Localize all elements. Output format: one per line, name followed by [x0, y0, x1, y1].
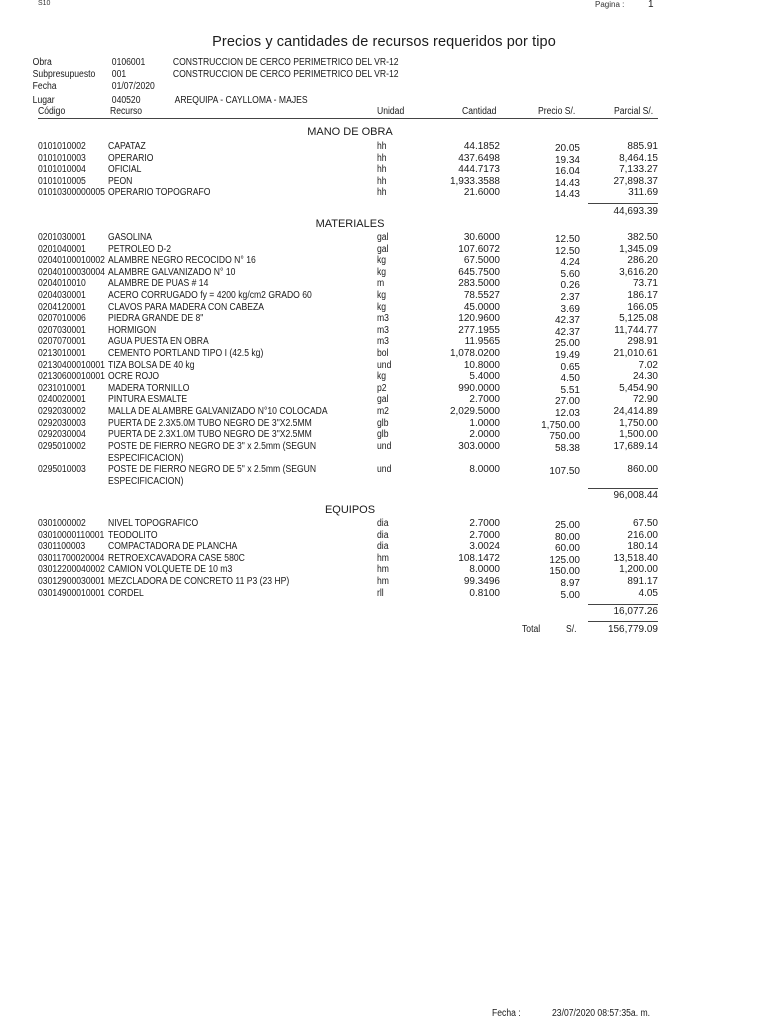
table-row — [0, 464, 768, 488]
cell-desc: PINTURA ESMALTE — [108, 394, 188, 406]
fecha-value: 01/07/2020 — [111, 81, 155, 92]
cell-qty: 120.9600 — [458, 313, 500, 325]
cell-unit: hm — [377, 564, 389, 576]
table-row — [0, 530, 768, 542]
obra-desc: CONSTRUCCION DE CERCO PERIMETRICO DEL VR-12 — [172, 57, 399, 68]
table-row — [0, 564, 768, 576]
cell-price: 19.49 — [554, 350, 580, 361]
obra-label: Obra — [32, 57, 52, 68]
cell-price: 58.38 — [554, 442, 580, 454]
cell-unit: m3 — [377, 313, 389, 325]
cell-code: 0101010005 — [38, 175, 86, 187]
cell-code: 0240020001 — [38, 394, 86, 406]
cell-code: 0292030002 — [38, 406, 86, 417]
cell-code: 0201040001 — [38, 243, 86, 255]
cell-qty: 30.6000 — [463, 232, 500, 243]
cell-price: 4.50 — [560, 373, 580, 385]
lugar-desc: AREQUIPA - CAYLLOMA - MAJES — [174, 95, 308, 106]
section-title: MATERIALES — [315, 218, 385, 230]
cell-price: 107.50 — [549, 466, 580, 478]
subtotal-value: 44,693.39 — [613, 206, 658, 217]
cell-unit: dia — [377, 518, 389, 529]
cell-partial: 311.69 — [628, 187, 658, 199]
cell-qty: 1,078.0200 — [449, 348, 500, 359]
page-title: Precios y cantidades de recursos requeridos por tipo — [212, 34, 556, 50]
table-row — [0, 232, 768, 244]
cell-desc: PIEDRA GRANDE DE 8" — [108, 313, 204, 325]
cell-price: 3.69 — [560, 303, 580, 315]
subtotal-row — [0, 206, 768, 218]
total-row — [0, 624, 768, 636]
table-row — [0, 313, 768, 325]
cell-code: 03012200040002 — [38, 564, 105, 576]
col-recurso: Recurso — [110, 106, 143, 117]
cell-code: 02040100030004 — [38, 266, 105, 278]
cell-partial: 166.05 — [627, 301, 658, 313]
cell-desc: OPERARIO — [108, 152, 154, 164]
table-row — [0, 553, 768, 565]
cell-partial: 180.14 — [627, 541, 658, 553]
cell-price: 16.04 — [554, 166, 580, 178]
lugar-code: 040520 — [111, 95, 141, 106]
table-row — [0, 394, 768, 406]
cell-qty: 8.0000 — [469, 464, 500, 476]
cell-partial: 382.50 — [627, 232, 658, 243]
cell-price: 25.00 — [554, 520, 580, 531]
cell-price: 8.97 — [560, 578, 580, 589]
cell-desc: PEON — [108, 175, 133, 187]
cell-partial: 24.30 — [632, 371, 658, 383]
table-row — [0, 383, 768, 395]
table-row — [0, 278, 768, 290]
cell-desc-continued: ESPECIFICACION) — [108, 452, 184, 464]
subtotal-row — [0, 490, 768, 502]
cell-unit: hh — [377, 152, 387, 164]
col-precio: Precio S/. — [538, 106, 576, 117]
cell-price: 2.37 — [560, 292, 580, 303]
cell-unit: und — [377, 440, 392, 452]
cell-code: 0101010002 — [38, 141, 86, 152]
subtotal-divider — [588, 203, 658, 204]
cell-desc: MEZCLADORA DE CONCRETO 11 P3 (23 HP) — [108, 576, 290, 587]
cell-partial: 5,454.90 — [619, 382, 658, 394]
table-row — [0, 429, 768, 441]
cell-desc: TEODOLITO — [108, 529, 158, 541]
cell-qty: 67.5000 — [463, 255, 500, 267]
cell-code: 0204010010 — [38, 278, 86, 290]
cell-desc: AGUA PUESTA EN OBRA — [108, 336, 209, 348]
cell-unit: hh — [377, 175, 387, 187]
cell-desc: CEMENTO PORTLAND TIPO I (42.5 kg) — [108, 348, 264, 359]
cell-code: 0292030004 — [38, 429, 86, 441]
table-row — [0, 371, 768, 383]
section-title: EQUIPOS — [324, 504, 376, 516]
cell-price: 42.37 — [554, 315, 580, 327]
cell-qty: 108.1472 — [458, 552, 500, 564]
cell-qty: 437.6498 — [458, 152, 500, 164]
cell-desc: MADERA TORNILLO — [108, 382, 190, 394]
cell-qty: 44.1852 — [463, 141, 500, 152]
meta-obra — [0, 57, 768, 69]
table-row — [0, 406, 768, 418]
cell-unit: hm — [377, 576, 389, 587]
cell-price: 5.00 — [560, 589, 580, 601]
cell-desc: OFICIAL — [108, 164, 142, 176]
cell-partial: 24,414.89 — [613, 406, 658, 417]
cell-price: 125.00 — [549, 554, 580, 566]
cell-desc: GASOLINA — [108, 232, 152, 243]
cell-unit: hm — [377, 552, 389, 564]
col-codigo: Código — [38, 106, 66, 117]
cell-price: 14.43 — [554, 189, 580, 201]
subtotal-divider — [588, 488, 658, 489]
table-row — [0, 518, 768, 530]
footer — [0, 1008, 768, 1020]
cell-desc: ACERO CORRUGADO fy = 4200 kg/cm2 GRADO 60 — [108, 290, 312, 301]
cell-partial: 885.91 — [627, 141, 658, 152]
cell-unit: glb — [377, 417, 389, 429]
cell-price: 14.43 — [554, 177, 580, 189]
meta-fecha — [0, 81, 768, 93]
cell-qty: 0.8100 — [469, 587, 500, 599]
cell-price: 4.24 — [560, 257, 580, 269]
cell-price: 750.00 — [549, 431, 580, 443]
cell-code: 0201030001 — [38, 232, 86, 243]
table-row — [0, 267, 768, 279]
cell-unit: kg — [377, 266, 387, 278]
cell-desc: CAPATAZ — [108, 141, 146, 152]
cell-unit: gal — [377, 394, 389, 406]
cell-code: 03011700020004 — [38, 552, 105, 564]
cell-partial: 286.20 — [627, 255, 658, 267]
cell-code: 03012900030001 — [38, 576, 105, 587]
table-row — [0, 348, 768, 360]
cell-qty: 2,029.5000 — [449, 406, 500, 417]
table-row — [0, 187, 768, 199]
cell-unit: m — [377, 278, 385, 290]
cell-unit: kg — [377, 290, 387, 301]
cell-code: 0101010004 — [38, 164, 86, 176]
cell-partial: 72.90 — [632, 394, 658, 406]
cell-code: 0207070001 — [38, 336, 86, 348]
cell-qty: 444.7173 — [458, 164, 500, 176]
cell-price: 25.00 — [554, 338, 580, 350]
cell-desc: ALAMBRE DE PUAS # 14 — [108, 278, 209, 290]
cell-price: 80.00 — [554, 531, 580, 543]
cell-code: 0301000002 — [38, 518, 86, 529]
table-row — [0, 336, 768, 348]
cell-unit: m3 — [377, 324, 389, 336]
cell-qty: 1,933.3588 — [449, 175, 500, 187]
cell-code: 02130400010001 — [38, 359, 105, 371]
cell-price: 150.00 — [549, 566, 580, 578]
cell-partial: 11,744.77 — [614, 324, 658, 336]
cell-price: 5.51 — [560, 384, 580, 396]
cell-partial: 17,689.14 — [613, 440, 658, 452]
cell-unit: m3 — [377, 336, 389, 348]
cell-unit: und — [377, 359, 392, 371]
cell-unit: kg — [377, 301, 387, 313]
cell-desc: RETROEXCAVADORA CASE 580C — [108, 552, 245, 564]
cell-partial: 7.02 — [638, 359, 658, 371]
page-number: 1 — [648, 0, 654, 10]
table-row — [0, 141, 768, 153]
cell-qty: 99.3496 — [463, 576, 500, 587]
obra-code: 0106001 — [111, 57, 146, 68]
table-row — [0, 325, 768, 337]
cell-unit: dia — [377, 541, 389, 553]
cell-desc: COMPACTADORA DE PLANCHA — [108, 541, 238, 553]
cell-desc: CORDEL — [108, 587, 144, 599]
cell-partial: 27,898.37 — [613, 175, 658, 187]
table-row — [0, 588, 768, 600]
cell-partial: 1,345.09 — [619, 243, 658, 255]
cell-code: 02130600010001 — [38, 371, 105, 383]
cell-desc: POSTE DE FIERRO NEGRO DE 3" x 2.5mm (SEGUN — [108, 440, 317, 452]
cell-partial: 1,750.00 — [619, 417, 658, 429]
cell-unit: kg — [377, 371, 387, 383]
cell-qty: 45.0000 — [463, 301, 500, 313]
lugar-label: Lugar — [32, 95, 55, 106]
cell-price: 20.05 — [554, 143, 580, 154]
cell-code: 0204030001 — [38, 290, 86, 301]
total-currency: S/. — [566, 624, 577, 635]
cell-qty: 645.7500 — [458, 266, 500, 278]
cell-qty: 21.6000 — [463, 187, 500, 199]
table-row — [0, 541, 768, 553]
cell-price: 1,750.00 — [541, 419, 580, 431]
cell-desc: ALAMBRE NEGRO RECOCIDO N° 16 — [108, 255, 256, 267]
cell-partial: 1,500.00 — [619, 429, 658, 441]
cell-code: 03010000110001 — [38, 529, 105, 541]
cell-unit: m2 — [377, 406, 389, 417]
cell-partial: 5,125.08 — [619, 313, 658, 325]
sub-label: Subpresupuesto — [32, 69, 96, 80]
cell-price: 12.50 — [554, 234, 580, 245]
cell-partial: 1,200.00 — [619, 564, 658, 576]
col-parcial: Parcial S/. — [614, 106, 654, 117]
cell-partial: 186.17 — [627, 290, 658, 301]
cell-desc: MALLA DE ALAMBRE GALVANIZADO N°10 COLOCADA — [108, 406, 328, 417]
cell-price: 27.00 — [554, 396, 580, 408]
cell-qty: 277.1955 — [458, 324, 500, 336]
cell-code: 0292030003 — [38, 417, 86, 429]
cell-partial: 3,616.20 — [619, 266, 658, 278]
cell-qty: 1.0000 — [469, 417, 500, 429]
cell-price: 19.34 — [554, 154, 580, 166]
cell-unit: gal — [377, 243, 389, 255]
subtotal-divider — [588, 604, 658, 605]
fecha-label: Fecha — [32, 81, 57, 92]
total-value: 156,779.09 — [607, 624, 658, 635]
meta-subpresupuesto — [0, 69, 768, 81]
cell-unit: hh — [377, 141, 387, 152]
table-row — [0, 441, 768, 465]
cell-price: 5.60 — [560, 268, 580, 280]
subtotal-row — [0, 606, 768, 618]
page-label: Pagina : — [595, 0, 625, 9]
cell-code: 0207030001 — [38, 324, 86, 336]
cell-partial: 13,518.40 — [613, 552, 658, 564]
sub-code: 001 — [111, 69, 127, 80]
table-row — [0, 164, 768, 176]
cell-unit: gal — [377, 232, 389, 243]
table-row — [0, 360, 768, 372]
cell-partial: 891.17 — [627, 576, 658, 587]
cell-qty: 3.0024 — [469, 541, 500, 553]
cell-code: 03014900010001 — [38, 587, 105, 599]
cell-unit: hh — [377, 187, 387, 199]
cell-code: 0295010002 — [38, 440, 86, 452]
cell-price: 42.37 — [554, 326, 580, 338]
cell-qty: 78.5527 — [463, 290, 500, 301]
subtotal-value: 16,077.26 — [613, 606, 658, 617]
cell-code: 02040100010002 — [38, 255, 105, 267]
cell-unit: kg — [377, 255, 387, 267]
cell-desc: CAMION VOLQUETE DE 10 m3 — [108, 564, 233, 576]
cell-code: 01010300000005 — [38, 187, 105, 199]
cell-partial: 73.71 — [632, 278, 658, 290]
sub-desc: CONSTRUCCION DE CERCO PERIMETRICO DEL VR-12 — [172, 69, 399, 80]
cell-desc: CLAVOS PARA MADERA CON CABEZA — [108, 301, 264, 313]
cell-price: 12.03 — [554, 408, 580, 419]
cell-desc: PUERTA DE 2.3X5.0M TUBO NEGRO DE 3"X2.5MM — [108, 417, 312, 429]
cell-qty: 283.5000 — [458, 278, 500, 290]
cell-partial: 860.00 — [627, 464, 658, 476]
footer-date-value: 23/07/2020 08:57:35a. m. — [552, 1008, 651, 1019]
cell-desc: OPERARIO TOPOGRAFO — [108, 187, 211, 199]
report-code: S10 — [38, 0, 51, 7]
cell-unit: hh — [377, 164, 387, 176]
cell-code: 0295010003 — [38, 464, 86, 476]
cell-qty: 2.7000 — [469, 518, 500, 529]
cell-unit: bol — [377, 348, 389, 359]
cell-desc: PUERTA DE 2.3X1.0M TUBO NEGRO DE 3"X2.5MM — [108, 429, 312, 441]
header-divider — [38, 118, 658, 119]
cell-unit: und — [377, 464, 392, 476]
cell-unit: p2 — [377, 382, 387, 394]
cell-desc: POSTE DE FIERRO NEGRO DE 5" x 2.5mm (SEGUN — [108, 464, 317, 476]
cell-desc: NIVEL TOPOGRAFICO — [108, 518, 199, 529]
cell-desc: OCRE ROJO — [108, 371, 160, 383]
cell-qty: 990.0000 — [458, 382, 500, 394]
cell-desc: HORMIGON — [108, 324, 157, 336]
col-cantidad: Cantidad — [462, 106, 497, 117]
cell-price: 60.00 — [554, 543, 580, 555]
cell-qty: 2.7000 — [469, 394, 500, 406]
total-label: Total — [522, 624, 541, 635]
cell-code: 0207010006 — [38, 313, 86, 325]
cell-partial: 216.00 — [627, 529, 658, 541]
section-title: MANO DE OBRA — [307, 126, 393, 138]
cell-partial: 7,133.27 — [619, 164, 658, 176]
footer-date-label: Fecha : — [492, 1008, 521, 1019]
cell-partial: 21,010.61 — [613, 348, 658, 359]
cell-unit: dia — [377, 529, 389, 541]
table-row — [0, 255, 768, 267]
cell-qty: 2.0000 — [469, 429, 500, 441]
table-row — [0, 176, 768, 188]
cell-qty: 8.0000 — [469, 564, 500, 576]
table-row — [0, 302, 768, 314]
col-unidad: Unidad — [377, 106, 405, 117]
cell-code: 0204120001 — [38, 301, 86, 313]
table-row — [0, 153, 768, 165]
cell-partial: 67.50 — [632, 518, 658, 529]
cell-code: 0231010001 — [38, 382, 86, 394]
cell-code: 0213010001 — [38, 348, 86, 359]
table-row — [0, 418, 768, 430]
cell-partial: 298.91 — [627, 336, 658, 348]
cell-qty: 5.4000 — [469, 371, 500, 383]
cell-desc-continued: ESPECIFICACION) — [108, 476, 184, 488]
table-row — [0, 290, 768, 302]
total-divider — [588, 621, 658, 622]
subtotal-value: 96,008.44 — [613, 490, 658, 501]
cell-desc: ALAMBRE GALVANIZADO N° 10 — [108, 266, 236, 278]
cell-price: 12.50 — [554, 245, 580, 257]
table-row — [0, 576, 768, 588]
column-header-row — [0, 106, 768, 118]
cell-qty: 2.7000 — [469, 529, 500, 541]
cell-qty: 303.0000 — [458, 440, 500, 452]
cell-partial: 4.05 — [638, 587, 658, 599]
cell-qty: 107.6072 — [458, 243, 500, 255]
cell-unit: glb — [377, 429, 389, 441]
cell-qty: 10.8000 — [463, 359, 500, 371]
cell-price: 0.26 — [560, 280, 580, 292]
cell-partial: 8,464.15 — [619, 152, 658, 164]
cell-qty: 11.9565 — [464, 336, 500, 348]
cell-desc: TIZA BOLSA DE 40 kg — [108, 359, 195, 371]
cell-unit: rll — [377, 587, 384, 599]
cell-code: 0301100003 — [38, 541, 86, 553]
cell-price: 0.65 — [560, 361, 580, 373]
cell-code: 0101010003 — [38, 152, 86, 164]
table-row — [0, 244, 768, 256]
cell-desc: PETROLEO D-2 — [108, 243, 172, 255]
